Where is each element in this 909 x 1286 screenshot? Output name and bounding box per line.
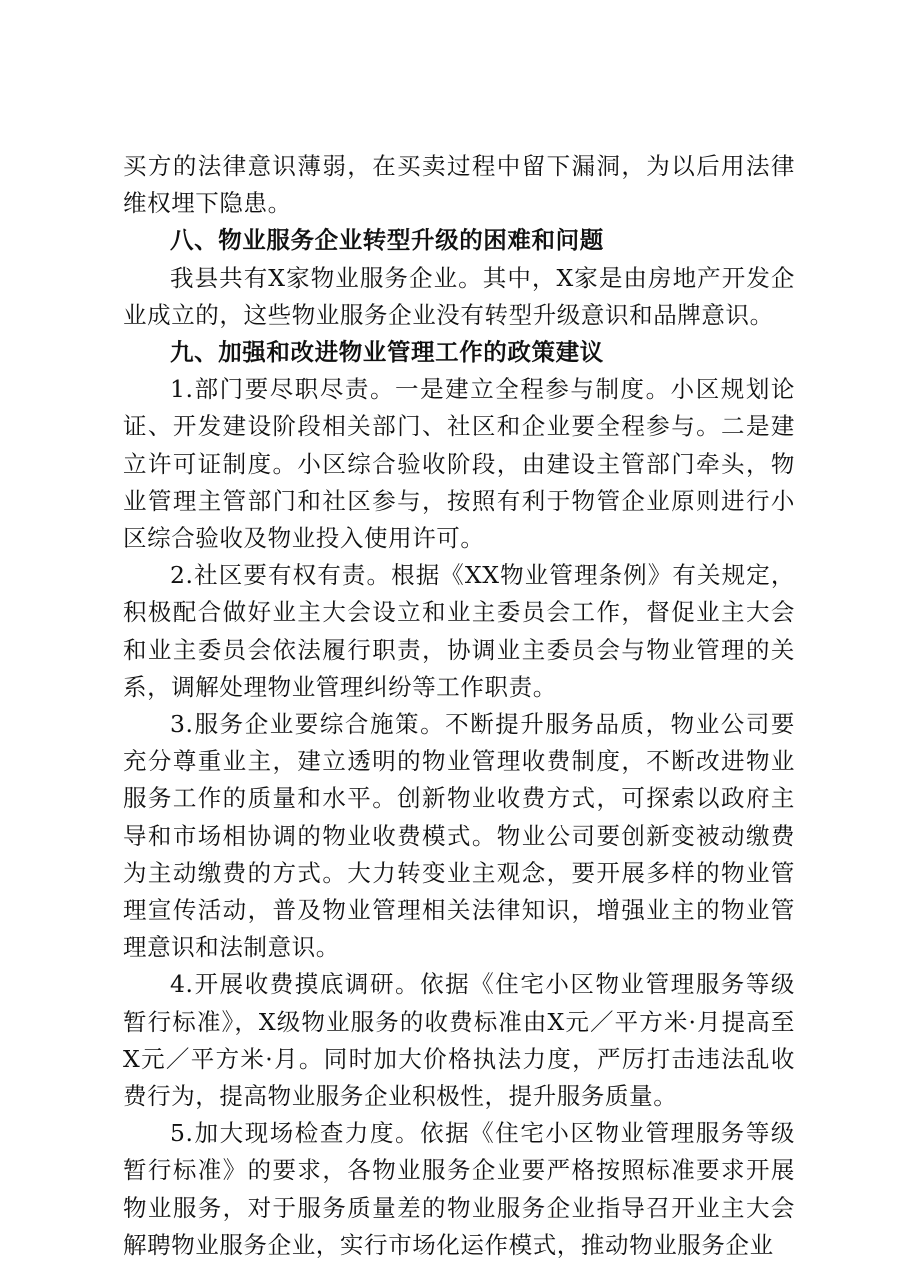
paragraph-item-4: 4.开展收费摸底调研。依据《住宅小区物业管理服务等级暂行标准》，X级物业服务的收费标准由X元／平方米·月提高至X元／平方米·月。同时加大价格执法力度，严厉打击违法乱收费行为，提高物业服务企业积极性，提升服务质量。	[123, 970, 795, 1111]
paragraph-item-2: 2.社区要有权有责。根据《XX物业管理条例》有关规定，积极配合做好业主大会设立和业主委员会工作，督促业主大会和业主委员会依法履行职责，协调业主委员会与物业管理的关系，调解处理物业管理纠纷等工作职责。	[123, 561, 795, 701]
section-heading-9: 九、加强和改进物业管理工作的政策建议	[170, 338, 604, 367]
paragraph-continuation: 买方的法律意识薄弱，在买卖过程中留下漏洞，为以后用法律维权埋下隐患。	[123, 152, 795, 218]
paragraph-item-3: 3.服务企业要综合施策。不断提升服务品质，物业公司要充分尊重业主，建立透明的物业管理收费制度，不断改进物业服务工作的质量和水平。创新物业收费方式，可探索以政府主导和市场相协调的物业收费模式。物业公司要创新变被动缴费为主动缴费的方式。大力转变业主观念，要开展多样的物业管理宣传活动，普及物业管理相关法律知识，增强业主的物业管理意识和法制意识。	[123, 710, 795, 962]
section-heading-8: 八、物业服务企业转型升级的困难和问题	[170, 226, 604, 255]
paragraph-item-5: 5.加大现场检查力度。依据《住宅小区物业管理服务等级暂行标准》的要求，各物业服务企业要严格按照标准要求开展物业服务，对于服务质量差的物业服务企业指导召开业主大会解聘物业服务企业，实行市场化运作模式，推动物业服务企业	[123, 1119, 795, 1259]
document-body	[123, 148, 795, 1264]
paragraph-item-1: 1.部门要尽职尽责。一是建立全程参与制度。小区规划论证、开发建设阶段相关部门、社区和企业要全程参与。二是建立许可证制度。小区综合验收阶段，由建设主管部门牵头，物业管理主管部门和社区参与，按照有利于物管企业原则进行小区综合验收及物业投入使用许可。	[123, 375, 795, 553]
paragraph-enterprise-count: 我县共有X家物业服务企业。其中，X家是由房地产开发企业成立的，这些物业服务企业没有转型升级意识和品牌意识。	[123, 263, 795, 329]
